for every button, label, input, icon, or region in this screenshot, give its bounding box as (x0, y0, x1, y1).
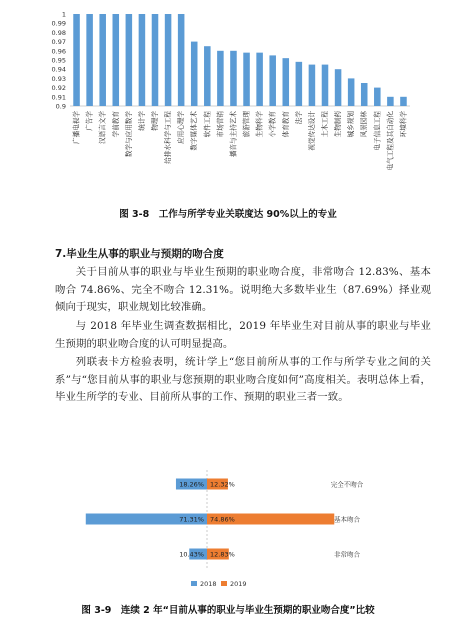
major-relevance-chart (40, 4, 420, 200)
bar (322, 65, 329, 106)
bar (113, 14, 120, 106)
x-category-label: 数字媒体艺术 (190, 111, 199, 151)
x-category-label: 生物制药 (334, 111, 343, 138)
bar (204, 46, 211, 106)
y-tick-label: 1 (61, 10, 66, 19)
y-tick-label: 0.91 (51, 93, 66, 102)
x-category-label: 城乡规划 (347, 111, 356, 138)
x-category-label: 广告学 (85, 111, 94, 131)
category-label: 基本吻合 (334, 515, 360, 524)
major-relevance-chart-svg (40, 4, 420, 200)
y-tick-label: 0.98 (51, 28, 66, 37)
career-match-chart (55, 462, 401, 594)
bar (230, 51, 237, 106)
bar (73, 14, 80, 106)
bar (86, 14, 93, 106)
bar (152, 14, 159, 106)
career-match-chart-svg (55, 462, 401, 594)
x-category-label: 广播电视学 (72, 111, 81, 144)
bar (99, 14, 106, 106)
figure-caption-3-8: 图 3-8 工作与所学专业关联度达 90%以上的专业 (119, 209, 337, 220)
bar (243, 53, 250, 106)
bar (283, 58, 290, 106)
bar (387, 97, 394, 106)
legend-label-2019: 2019 (230, 580, 247, 588)
legend-label-2018: 2018 (200, 580, 217, 588)
y-tick-label: 0.94 (51, 65, 66, 74)
y-tick-label: 0.93 (51, 74, 66, 83)
bar (361, 83, 368, 106)
bar (165, 14, 172, 106)
data-label-2018: 10.43% (179, 550, 204, 559)
bar (191, 42, 198, 106)
x-category-label: 市场营销 (216, 111, 225, 138)
x-category-label: 环境科学 (399, 111, 408, 138)
y-tick-label: 0.97 (51, 38, 66, 47)
bar (309, 65, 316, 106)
x-category-label: 旅游管理 (242, 111, 251, 138)
x-category-label: 数学与应用数学 (124, 111, 133, 158)
x-category-label: 体育教育 (281, 111, 290, 138)
x-category-label: 视觉传达设计 (307, 111, 316, 151)
y-tick-label: 0.99 (51, 19, 66, 28)
x-category-label: 法学 (294, 111, 303, 125)
x-category-label: 风景园林 (360, 111, 369, 138)
bar (400, 97, 407, 106)
x-category-label: 给排水科学与工程 (164, 111, 173, 164)
bar (256, 53, 263, 106)
paragraph-3: 列联表卡方检验表明，统计学上“您目前所从事的工作与所学专业之间的关系”与“您目前从事的职业与您预期的职业吻合度如何”高度相关。表明总体上看，毕业生所学的专业、目前所从事的工作、预期的职业三者一致。 (55, 356, 431, 403)
paragraph-1: 关于目前从事的职业与毕业生预期的职业吻合度，非常吻合 12.83%、基本吻合 74.86%、完全不吻合 12.31%。说明绝大多数毕业生（87.69%）择业观倾向于现实，职业规划比较准确。 (55, 266, 431, 313)
data-label-2019: 74.86% (210, 515, 235, 524)
y-tick-label: 0.9 (55, 102, 66, 111)
x-category-label: 物理学 (151, 111, 159, 131)
y-tick-label: 0.96 (51, 47, 66, 56)
data-label-2018: 18.26% (179, 480, 204, 489)
bar (296, 62, 303, 106)
bar (335, 69, 342, 106)
y-tick-label: 0.95 (51, 56, 66, 65)
y-tick-label: 0.92 (51, 84, 66, 93)
data-label-2019: 12.83% (210, 550, 235, 559)
x-category-label: 电气工程及其自动化 (386, 111, 395, 171)
bar (139, 14, 146, 106)
section-heading: 7.毕业生从事的职业与预期的吻合度 (55, 248, 224, 260)
paragraph-2: 与 2018 年毕业生调查数据相比，2019 年毕业生对目前从事的职业与毕业生预期的职业吻合度的认可明显提高。 (55, 320, 431, 350)
bar (348, 78, 355, 106)
x-category-label: 学前教育 (111, 111, 120, 138)
x-category-label: 应用心理学 (177, 111, 186, 144)
x-category-label: 软件工程 (203, 111, 212, 138)
x-category-label: 播音与主持艺术 (229, 111, 238, 158)
data-label-2019: 12.32% (210, 480, 235, 489)
legend-swatch-2019 (221, 581, 227, 586)
x-category-label: 电子信息工程 (373, 111, 382, 151)
x-category-label: 土木工程 (321, 111, 329, 138)
x-category-label: 汉语言文学 (98, 111, 107, 144)
x-category-label: 小学教育 (268, 111, 277, 138)
figure-caption-3-9: 图 3-9 连续 2 年“目前从事的职业与毕业生预期的职业吻合度”比较 (81, 605, 375, 616)
category-label: 非常吻合 (334, 550, 360, 559)
bar (374, 88, 381, 106)
bar (178, 14, 185, 106)
legend-swatch-2018 (191, 581, 197, 586)
x-category-label: 生物科学 (255, 111, 264, 138)
data-label-2018: 71.31% (179, 515, 204, 524)
category-label: 完全不吻合 (330, 480, 364, 489)
bar (269, 55, 276, 106)
x-category-label: 统计学 (137, 111, 146, 131)
bar (126, 14, 133, 106)
bar (217, 51, 224, 106)
